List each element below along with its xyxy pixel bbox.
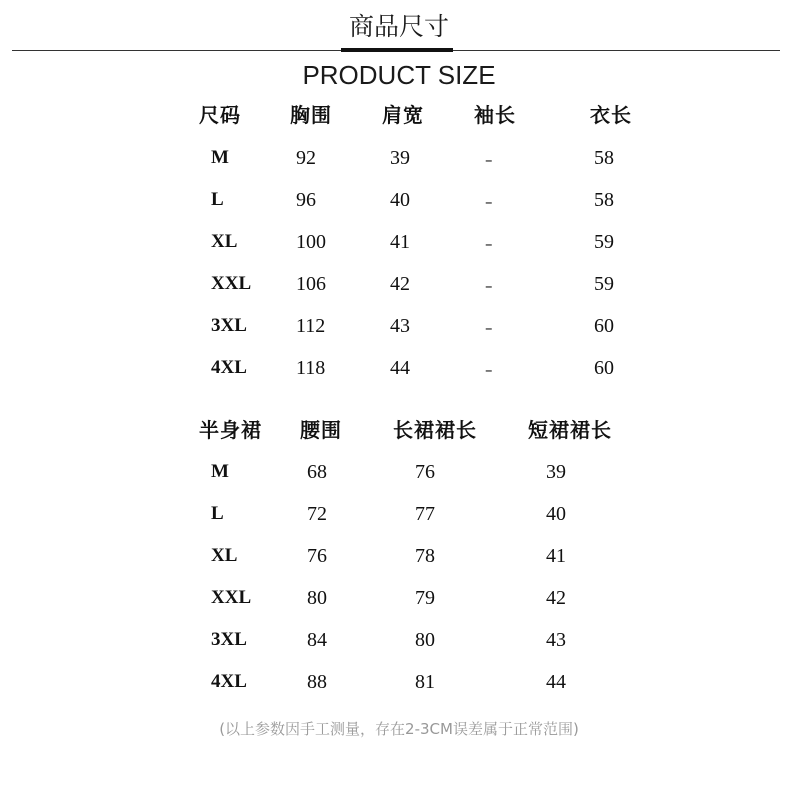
- long-skirt-cell: 81: [415, 671, 435, 693]
- waist-cell: 84: [307, 629, 327, 651]
- short-skirt-cell: 39: [546, 461, 566, 483]
- size-cell: L: [211, 189, 224, 210]
- short-skirt-cell: 43: [546, 629, 566, 651]
- waist-cell: 68: [307, 461, 327, 483]
- sleeve-cell: –: [485, 235, 493, 253]
- short-skirt-cell: 41: [546, 545, 566, 567]
- size-cell: XL: [211, 545, 238, 566]
- sleeve-cell: –: [485, 361, 493, 379]
- size-cell: M: [211, 461, 229, 482]
- shoulder-cell: 41: [390, 231, 410, 253]
- long-skirt-cell: 80: [415, 629, 435, 651]
- length-cell: 59: [594, 231, 614, 253]
- short-skirt-cell: 42: [546, 587, 566, 609]
- shoulder-cell: 43: [390, 315, 410, 337]
- sleeve-cell: –: [485, 319, 493, 337]
- header-skirt-size: 半身裙: [199, 418, 262, 442]
- length-cell: 60: [594, 315, 614, 337]
- waist-cell: 72: [307, 503, 327, 525]
- length-cell: 58: [594, 189, 614, 211]
- shoulder-cell: 39: [390, 147, 410, 169]
- size-cell: 4XL: [211, 357, 247, 378]
- size-cell: 4XL: [211, 671, 247, 692]
- size-cell: XXL: [211, 273, 252, 294]
- chest-cell: 112: [296, 315, 326, 337]
- length-cell: 58: [594, 147, 614, 169]
- length-cell: 59: [594, 273, 614, 295]
- shoulder-cell: 40: [390, 189, 410, 211]
- size-cell: 3XL: [211, 315, 247, 336]
- chest-cell: 100: [296, 231, 326, 253]
- size-cell: XXL: [211, 587, 252, 608]
- size-cell: L: [211, 503, 224, 524]
- header-shoulder: 肩宽: [382, 103, 424, 127]
- waist-cell: 80: [307, 587, 327, 609]
- chest-cell: 92: [296, 147, 316, 169]
- chest-cell: 118: [296, 357, 326, 379]
- chest-cell: 106: [296, 273, 326, 295]
- waist-cell: 88: [307, 671, 327, 693]
- header-long-skirt-length: 长裙裙长: [393, 418, 477, 442]
- header-chest: 胸围: [290, 103, 332, 127]
- short-skirt-cell: 44: [546, 671, 566, 693]
- long-skirt-cell: 77: [415, 503, 435, 525]
- header-waist: 腰围: [300, 418, 342, 442]
- waist-cell: 76: [307, 545, 327, 567]
- measurement-note: (以上参数因手工测量，存在2-3CM误差属于正常范围): [219, 720, 579, 738]
- shoulder-cell: 44: [390, 357, 410, 379]
- header-size: 尺码: [199, 103, 241, 127]
- size-cell: XL: [211, 231, 238, 252]
- size-cell: 3XL: [211, 629, 247, 650]
- sleeve-cell: –: [485, 277, 493, 295]
- chest-cell: 96: [296, 189, 316, 211]
- title-underline-accent: [341, 48, 453, 52]
- short-skirt-cell: 40: [546, 503, 566, 525]
- page-title: 商品尺寸: [348, 12, 449, 41]
- length-cell: 60: [594, 357, 614, 379]
- size-cell: M: [211, 147, 229, 168]
- page-subtitle: PRODUCT SIZE: [302, 60, 496, 90]
- header-short-skirt-length: 短裙裙长: [528, 418, 612, 442]
- sleeve-cell: –: [485, 193, 493, 211]
- header-sleeve: 袖长: [474, 103, 516, 127]
- header-length: 衣长: [590, 103, 632, 127]
- long-skirt-cell: 78: [415, 545, 435, 567]
- long-skirt-cell: 79: [415, 587, 435, 609]
- sleeve-cell: –: [485, 151, 493, 169]
- shoulder-cell: 42: [390, 273, 410, 295]
- long-skirt-cell: 76: [415, 461, 435, 483]
